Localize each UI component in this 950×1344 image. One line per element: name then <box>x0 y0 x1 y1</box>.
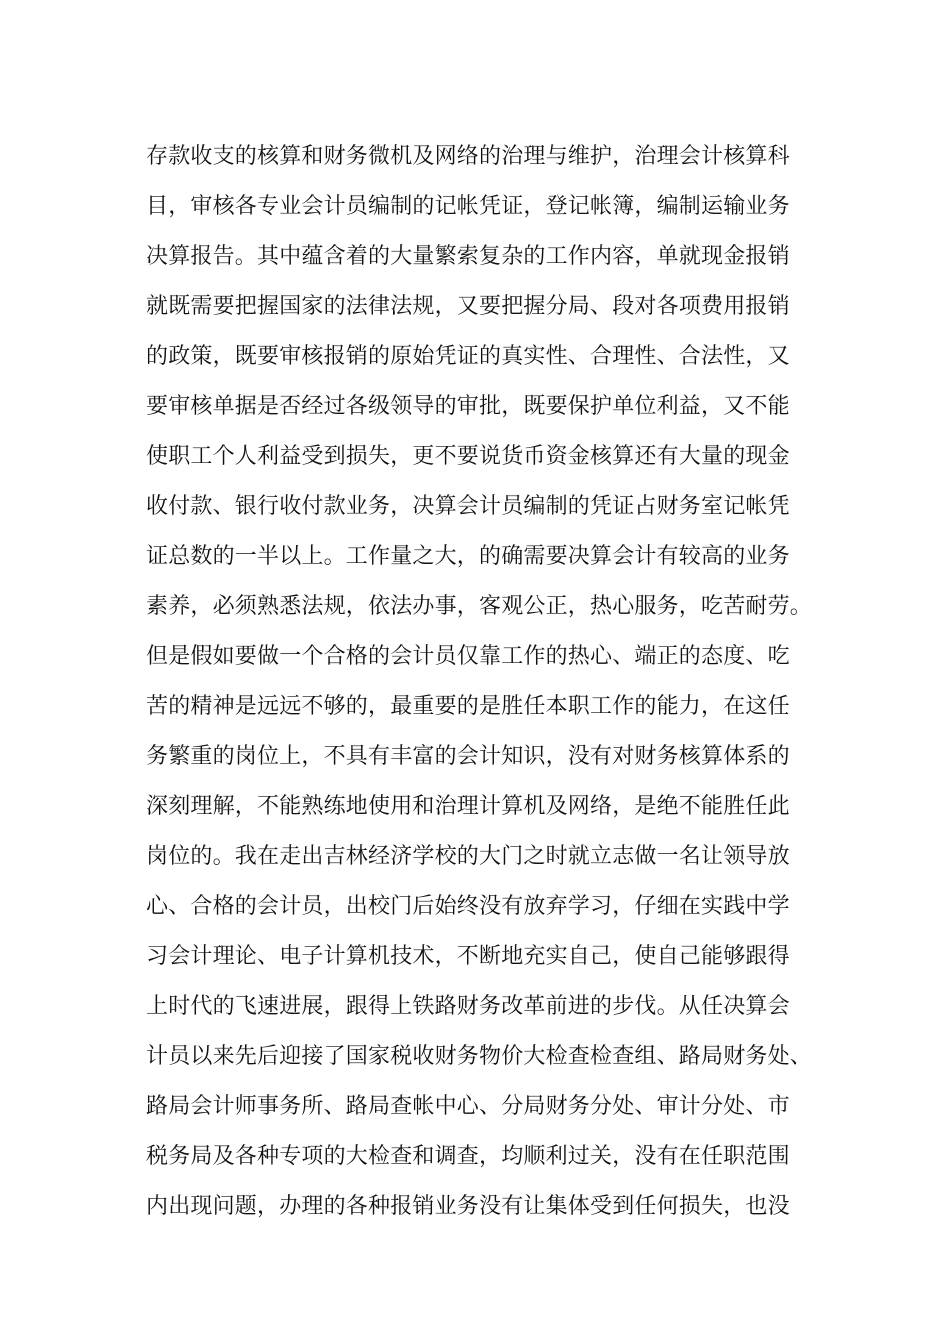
text-line: 务繁重的岗位上，不具有丰富的会计知识，没有对财务核算体系的 <box>146 744 790 769</box>
text-line: 岗位的。我在走出吉林经济学校的大门之时就立志做一名让领导放 <box>146 844 790 869</box>
text-line: 路局会计师事务所、路局查帐中心、分局财务分处、审计分处、市 <box>146 1094 790 1119</box>
text-line: 内出现问题，办理的各种报销业务没有让集体受到任何损失，也没 <box>146 1194 790 1219</box>
text-line: 但是假如要做一个合格的会计员仅靠工作的热心、端正的态度、吃 <box>146 644 790 669</box>
text-line: 素养，必须熟悉法规，依法办事，客观公正，热心服务，吃苦耐劳。 <box>146 594 813 619</box>
body-paragraph <box>146 132 836 1232</box>
text-line: 计员以来先后迎接了国家税收财务物价大检查检查组、路局财务处、 <box>146 1044 813 1069</box>
text-line: 就既需要把握国家的法律法规，又要把握分局、段对各项费用报销 <box>146 294 790 319</box>
text-line: 收付款、银行收付款业务，决算会计员编制的凭证占财务室记帐凭 <box>146 494 790 519</box>
text-line: 税务局及各种专项的大检查和调查，均顺利过关，没有在任职范围 <box>146 1144 790 1169</box>
text-line: 习会计理论、电子计算机技术，不断地充实自己，使自己能够跟得 <box>146 944 790 969</box>
text-line: 目，审核各专业会计员编制的记帐凭证，登记帐簿，编制运输业务 <box>146 194 790 219</box>
text-line: 心、合格的会计员，出校门后始终没有放弃学习，仔细在实践中学 <box>146 894 790 919</box>
text-line: 苦的精神是远远不够的，最重要的是胜任本职工作的能力，在这任 <box>146 694 790 719</box>
text-line: 要审核单据是否经过各级领导的审批，既要保护单位利益，又不能 <box>146 394 790 419</box>
text-line: 证总数的一半以上。工作量之大，的确需要决算会计有较高的业务 <box>146 544 790 569</box>
text-line: 上时代的飞速进展，跟得上铁路财务改革前进的步伐。从任决算会 <box>146 994 790 1019</box>
text-line: 使职工个人利益受到损失，更不要说货币资金核算还有大量的现金 <box>146 444 790 469</box>
text-line: 存款收支的核算和财务微机及网络的治理与维护，治理会计核算科 <box>146 144 790 169</box>
text-line: 深刻理解，不能熟练地使用和治理计算机及网络，是绝不能胜任此 <box>146 794 790 819</box>
text-line: 决算报告。其中蕴含着的大量繁索复杂的工作内容，单就现金报销 <box>146 244 790 269</box>
text-line: 的政策，既要审核报销的原始凭证的真实性、合理性、合法性，又 <box>146 344 790 369</box>
